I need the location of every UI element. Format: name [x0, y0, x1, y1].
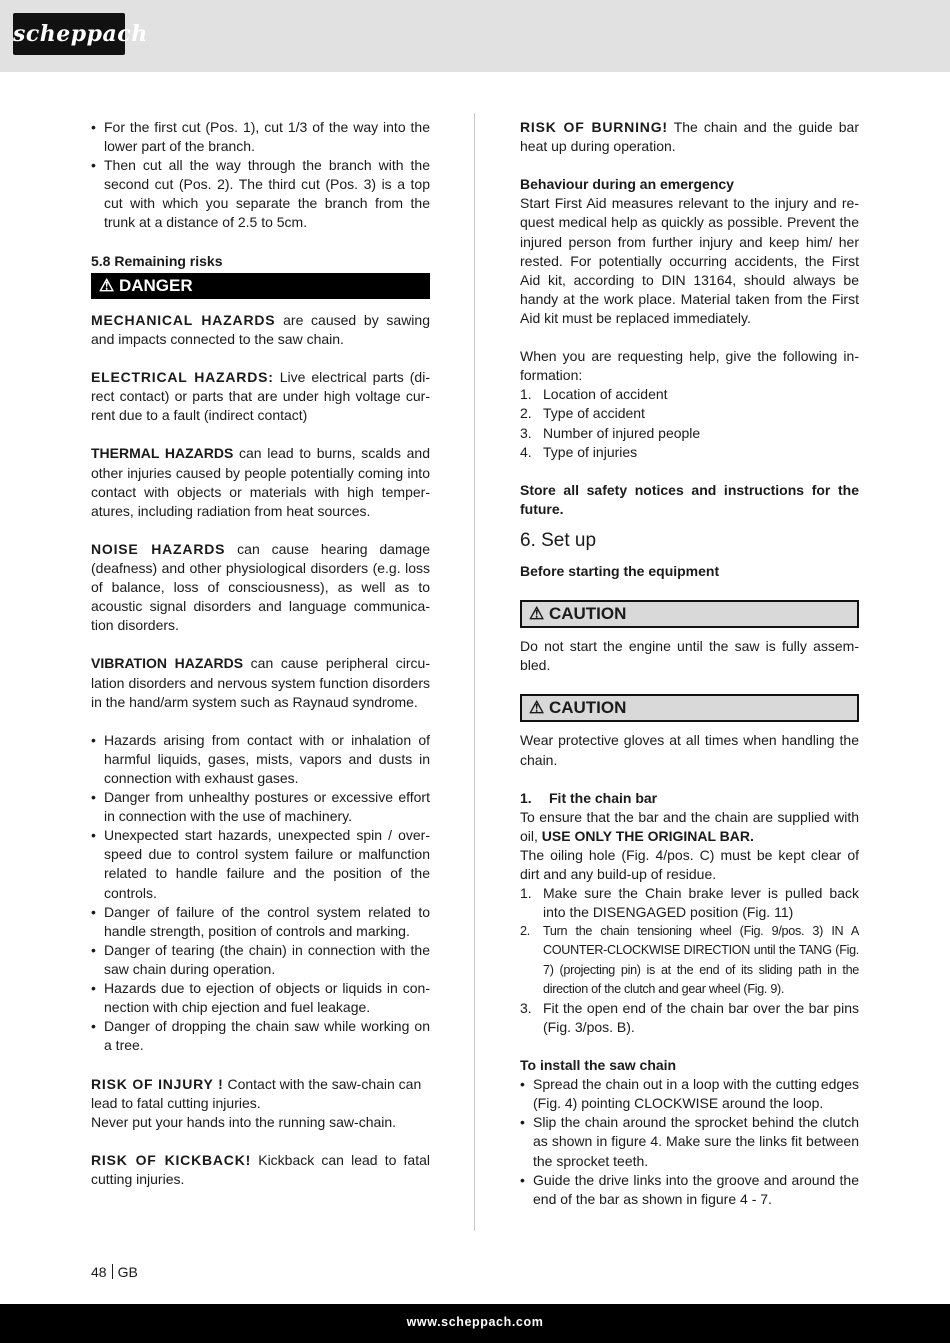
help-intro-paragraph: When you are requesting help, give the following information:: [520, 348, 859, 384]
page-number: 48: [91, 1264, 107, 1280]
thermal-hazards-paragraph: THERMAL HAZARDS can lead to burns, scalds and other injuries caused by people potentially coming into contact with objects or materials with high temperatures, including radiation from heat sources.: [91, 445, 430, 519]
hazard-bullet-list: [91, 731, 430, 1056]
risk-of-kickback-paragraph: RISK OF KICKBACK! Kickback can lead to fatal cutting injuries.: [91, 1151, 430, 1187]
fit-chain-bar-paragraph: To ensure that the bar and the chain are supplied with oil, USE ONLY THE ORIGINAL BAR.: [520, 808, 859, 844]
list-item: • Danger of failure of the control system related to handle strength, position of controls and marking.: [91, 903, 430, 941]
list-item: 2. Type of accident: [520, 405, 645, 422]
fit-steps-list: [520, 884, 859, 1037]
caution-text: Do not start the engine until the saw is fully assembled.: [520, 638, 859, 674]
left-column: [91, 118, 430, 1189]
list-item: 1. Location of accident: [520, 386, 668, 403]
caution-banner: ⚠ CAUTION: [520, 694, 859, 722]
electrical-hazards-paragraph: ELECTRICAL HAZARDS: Live electrical parts (direct contact) or parts that are under high voltage current due to a fault (indirect contact): [91, 369, 430, 424]
right-column: [520, 118, 859, 1209]
list-item: 1. Make sure the Chain brake lever is pulled back into the DISENGAGED position (Fig. 11): [520, 885, 859, 921]
list-item: 2. Turn the chain tensioning wheel (Fig. 9/pos. 3) IN A COUNTER-CLOCKWISE DIRECTION until the TANG (Fig. 7) (projecting pin) is at the end of its sliding path in the direction of the clutch and gear wheel (Fig. 9).: [520, 924, 859, 996]
vibration-hazards-paragraph: VIBRATION HAZARDS can cause peripheral circulation disorders and nervous system function disorders in the hand/arm system such as Raynaud syndrome.: [91, 655, 431, 710]
language-code: GB: [117, 1264, 138, 1280]
list-item: • Danger of dropping the chain saw while working on a tree.: [91, 1017, 430, 1055]
list-item: 4. Type of injuries: [520, 443, 638, 460]
help-info-list: [520, 385, 859, 461]
list-item: • Slip the chain around the sprocket behind the clutch as shown in figure 4. Make sure the links fit between the sprocket teeth.: [520, 1113, 859, 1170]
section-title-set-up: 6. Set up: [520, 529, 597, 551]
intro-bullet-list: [91, 118, 430, 233]
page-footer-label: [91, 1264, 138, 1280]
scheppach-logo: scheppach: [13, 13, 125, 55]
list-item: • Guide the drive links into the groove and around the end of the bar as shown in figure 4 - 7.: [520, 1171, 859, 1209]
list-item: • Danger from unhealthy postures or excessive effort in connection with the use of machinery.: [91, 788, 430, 826]
before-starting-title: Before starting the equipment: [520, 562, 720, 579]
list-item: • Unexpected start hazards, unexpected spin / overspeed due to control system failure or malfunction related to handle failure and the position of the controls.: [91, 826, 430, 902]
danger-banner: ⚠ DANGER: [91, 273, 430, 299]
section-title-remaining-risks: 5.8 Remaining risks: [91, 252, 223, 269]
list-item: • Spread the chain out in a loop with the cutting edges (Fig. 4) pointing CLOCKWISE around the loop.: [520, 1075, 859, 1113]
emergency-title: Behaviour during an emergency: [520, 176, 734, 193]
list-item: 3. Number of injured people: [520, 424, 701, 441]
list-item: 3. Fit the open end of the chain bar over the bar pins (Fig. 3/pos. B).: [520, 999, 859, 1035]
list-item: • Hazards arising from contact with or inhalation of harmful liquids, gases, mists, vapors and dusts in connection with exhaust gases.: [91, 731, 430, 788]
risk-of-injury-paragraph: RISK OF INJURY ! Contact with the saw-chain can lead to fatal cutting injuries. Never put your hands into the running saw-chain.: [91, 1075, 422, 1130]
fit-chain-bar-title: 1. Fit the chain bar: [520, 789, 658, 806]
website-link[interactable]: www.scheppach.com: [406, 1315, 544, 1329]
footer-bar: [0, 1304, 950, 1343]
column-divider: [474, 113, 475, 1231]
install-chain-title: To install the saw chain: [520, 1057, 677, 1074]
mechanical-hazards-paragraph: MECHANICAL HAZARDS are caused by sawing and impacts connected to the saw chain.: [91, 311, 430, 347]
emergency-paragraph: Start First Aid measures relevant to the injury and request medical help as quickly as possible. Prevent the injured person from further injury and keep him/ her rested. For potentially occurring accidents, the First Aid kit, according to DIN 13164, should always be handy at the work place. Material taken from the First Aid kit must be replaced immediately.: [520, 195, 859, 326]
store-notice: Store all safety notices and instructions for the future.: [520, 481, 859, 517]
install-bullet-list: [520, 1075, 859, 1209]
caution-text: Wear protective gloves at all times when handling the chain.: [520, 732, 859, 768]
noise-hazards-paragraph: NOISE HAZARDS can cause hearing damage (deafness) and other physiological disorders (e.g. loss of balance, loss of consciousness), as well as to acoustic signal disorders and language communication disorders.: [91, 540, 430, 634]
risk-of-burning-paragraph: RISK OF BURNING! The chain and the guide bar heat up during operation.: [520, 119, 859, 155]
header-bar: [0, 0, 950, 72]
list-item: • For the first cut (Pos. 1), cut 1/3 of the way into the lower part of the branch.: [91, 118, 430, 156]
list-item: • Danger of tearing (the chain) in connection with the saw chain during operation.: [91, 941, 430, 979]
caution-banner: ⚠ CAUTION: [520, 600, 859, 628]
oiling-hole-paragraph: The oiling hole (Fig. 4/pos. C) must be kept clear of dirt and any build-up of residue.: [520, 847, 859, 883]
list-item: • Hazards due to ejection of objects or liquids in connection with chip ejection and fuel leakage.: [91, 979, 430, 1017]
list-item: • Then cut all the way through the branch with the second cut (Pos. 2). The third cut (Pos. 3) is a top cut with which you separate the branch from the trunk at a distance of 2.5 to 5cm.: [91, 156, 430, 232]
